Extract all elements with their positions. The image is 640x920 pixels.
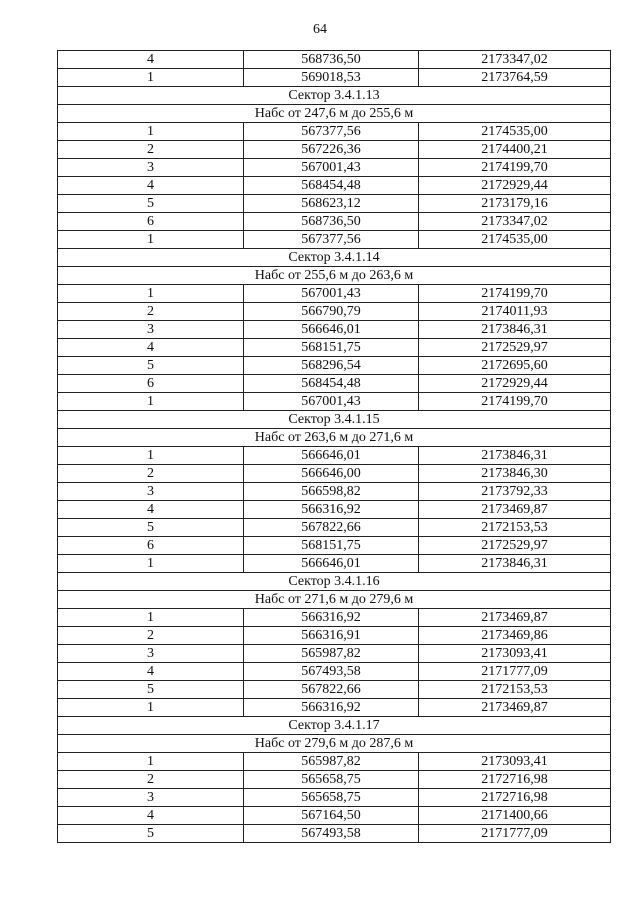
x-coordinate-cell: 566316,92 <box>244 609 419 627</box>
table-row <box>58 519 611 537</box>
x-coordinate-cell: 568454,48 <box>244 177 419 195</box>
point-number-cell: 4 <box>58 51 244 69</box>
sector-range: Набс от 263,6 м до 271,6 м <box>58 429 611 447</box>
y-coordinate-cell: 2174535,00 <box>419 123 611 141</box>
table-row <box>58 51 611 69</box>
table-row <box>58 663 611 681</box>
y-coordinate-cell: 2171777,09 <box>419 825 611 843</box>
y-coordinate-cell: 2173093,41 <box>419 645 611 663</box>
point-number-cell: 3 <box>58 159 244 177</box>
x-coordinate-cell: 567001,43 <box>244 393 419 411</box>
table-row <box>58 375 611 393</box>
x-coordinate-cell: 566316,92 <box>244 699 419 717</box>
point-number-cell: 2 <box>58 627 244 645</box>
table-row <box>58 303 611 321</box>
x-coordinate-cell: 567493,58 <box>244 825 419 843</box>
y-coordinate-cell: 2173179,16 <box>419 195 611 213</box>
sector-range-row <box>58 591 611 609</box>
x-coordinate-cell: 567164,50 <box>244 807 419 825</box>
point-number-cell: 1 <box>58 393 244 411</box>
y-coordinate-cell: 2173764,59 <box>419 69 611 87</box>
x-coordinate-cell: 566646,01 <box>244 555 419 573</box>
table-row <box>58 789 611 807</box>
table-row <box>58 213 611 231</box>
x-coordinate-cell: 567377,56 <box>244 231 419 249</box>
x-coordinate-cell: 565987,82 <box>244 645 419 663</box>
x-coordinate-cell: 565658,75 <box>244 789 419 807</box>
table-row <box>58 357 611 375</box>
point-number-cell: 5 <box>58 357 244 375</box>
x-coordinate-cell: 569018,53 <box>244 69 419 87</box>
point-number-cell: 1 <box>58 447 244 465</box>
x-coordinate-cell: 567493,58 <box>244 663 419 681</box>
table-row <box>58 699 611 717</box>
sector-range: Набс от 279,6 м до 287,6 м <box>58 735 611 753</box>
table-row <box>58 825 611 843</box>
table-row <box>58 123 611 141</box>
sector-range-row <box>58 735 611 753</box>
x-coordinate-cell: 565987,82 <box>244 753 419 771</box>
x-coordinate-cell: 567822,66 <box>244 519 419 537</box>
y-coordinate-cell: 2173846,31 <box>419 555 611 573</box>
table-row <box>58 447 611 465</box>
point-number-cell: 3 <box>58 789 244 807</box>
x-coordinate-cell: 566316,91 <box>244 627 419 645</box>
y-coordinate-cell: 2173846,30 <box>419 465 611 483</box>
x-coordinate-cell: 568151,75 <box>244 537 419 555</box>
point-number-cell: 3 <box>58 645 244 663</box>
point-number-cell: 1 <box>58 555 244 573</box>
table-row <box>58 231 611 249</box>
y-coordinate-cell: 2173469,87 <box>419 609 611 627</box>
x-coordinate-cell: 567001,43 <box>244 159 419 177</box>
table-row <box>58 321 611 339</box>
sector-title-row <box>58 411 611 429</box>
table-row <box>58 681 611 699</box>
point-number-cell: 5 <box>58 825 244 843</box>
sector-title-row <box>58 717 611 735</box>
table-row <box>58 609 611 627</box>
table-row <box>58 141 611 159</box>
table-row <box>58 753 611 771</box>
point-number-cell: 4 <box>58 177 244 195</box>
sector-title: Сектор 3.4.1.17 <box>58 717 611 735</box>
x-coordinate-cell: 568296,54 <box>244 357 419 375</box>
y-coordinate-cell: 2173846,31 <box>419 447 611 465</box>
y-coordinate-cell: 2173347,02 <box>419 213 611 231</box>
page-number: 64 <box>313 22 327 37</box>
x-coordinate-cell: 566790,79 <box>244 303 419 321</box>
table-row <box>58 339 611 357</box>
sector-title: Сектор 3.4.1.15 <box>58 411 611 429</box>
x-coordinate-cell: 568736,50 <box>244 213 419 231</box>
point-number-cell: 5 <box>58 195 244 213</box>
x-coordinate-cell: 568151,75 <box>244 339 419 357</box>
coordinates-table <box>57 50 611 843</box>
point-number-cell: 4 <box>58 339 244 357</box>
x-coordinate-cell: 566316,92 <box>244 501 419 519</box>
point-number-cell: 1 <box>58 69 244 87</box>
y-coordinate-cell: 2173093,41 <box>419 753 611 771</box>
sector-range: Набс от 255,6 м до 263,6 м <box>58 267 611 285</box>
table-row <box>58 483 611 501</box>
point-number-cell: 1 <box>58 753 244 771</box>
table-row <box>58 393 611 411</box>
point-number-cell: 6 <box>58 375 244 393</box>
table-row <box>58 627 611 645</box>
x-coordinate-cell: 566646,01 <box>244 321 419 339</box>
point-number-cell: 4 <box>58 807 244 825</box>
y-coordinate-cell: 2173846,31 <box>419 321 611 339</box>
table-row <box>58 501 611 519</box>
table-row <box>58 465 611 483</box>
table-row <box>58 285 611 303</box>
table-row <box>58 159 611 177</box>
point-number-cell: 1 <box>58 123 244 141</box>
y-coordinate-cell: 2172929,44 <box>419 375 611 393</box>
x-coordinate-cell: 567001,43 <box>244 285 419 303</box>
table-row <box>58 555 611 573</box>
x-coordinate-cell: 565658,75 <box>244 771 419 789</box>
point-number-cell: 3 <box>58 321 244 339</box>
sector-range-row <box>58 429 611 447</box>
table-row <box>58 69 611 87</box>
table-row <box>58 645 611 663</box>
point-number-cell: 2 <box>58 303 244 321</box>
y-coordinate-cell: 2173792,33 <box>419 483 611 501</box>
coordinates-table-body <box>58 51 611 843</box>
y-coordinate-cell: 2172153,53 <box>419 519 611 537</box>
x-coordinate-cell: 568623,12 <box>244 195 419 213</box>
x-coordinate-cell: 566646,00 <box>244 465 419 483</box>
y-coordinate-cell: 2171777,09 <box>419 663 611 681</box>
point-number-cell: 2 <box>58 465 244 483</box>
y-coordinate-cell: 2172529,97 <box>419 339 611 357</box>
y-coordinate-cell: 2172153,53 <box>419 681 611 699</box>
point-number-cell: 2 <box>58 141 244 159</box>
y-coordinate-cell: 2172529,97 <box>419 537 611 555</box>
sector-range-row <box>58 105 611 123</box>
sector-range: Набс от 247,6 м до 255,6 м <box>58 105 611 123</box>
point-number-cell: 6 <box>58 537 244 555</box>
point-number-cell: 5 <box>58 681 244 699</box>
point-number-cell: 1 <box>58 699 244 717</box>
point-number-cell: 6 <box>58 213 244 231</box>
y-coordinate-cell: 2173469,87 <box>419 501 611 519</box>
y-coordinate-cell: 2174199,70 <box>419 285 611 303</box>
y-coordinate-cell: 2172716,98 <box>419 771 611 789</box>
sector-title: Сектор 3.4.1.13 <box>58 87 611 105</box>
y-coordinate-cell: 2174199,70 <box>419 393 611 411</box>
x-coordinate-cell: 567377,56 <box>244 123 419 141</box>
table-row <box>58 771 611 789</box>
x-coordinate-cell: 566598,82 <box>244 483 419 501</box>
y-coordinate-cell: 2172716,98 <box>419 789 611 807</box>
point-number-cell: 2 <box>58 771 244 789</box>
point-number-cell: 4 <box>58 501 244 519</box>
y-coordinate-cell: 2174199,70 <box>419 159 611 177</box>
y-coordinate-cell: 2171400,66 <box>419 807 611 825</box>
x-coordinate-cell: 567822,66 <box>244 681 419 699</box>
y-coordinate-cell: 2173469,86 <box>419 627 611 645</box>
point-number-cell: 1 <box>58 609 244 627</box>
sector-title: Сектор 3.4.1.16 <box>58 573 611 591</box>
y-coordinate-cell: 2174400,21 <box>419 141 611 159</box>
sector-range-row <box>58 267 611 285</box>
x-coordinate-cell: 567226,36 <box>244 141 419 159</box>
y-coordinate-cell: 2174535,00 <box>419 231 611 249</box>
sector-range: Набс от 271,6 м до 279,6 м <box>58 591 611 609</box>
sector-title: Сектор 3.4.1.14 <box>58 249 611 267</box>
point-number-cell: 1 <box>58 285 244 303</box>
table-row <box>58 195 611 213</box>
y-coordinate-cell: 2172695,60 <box>419 357 611 375</box>
sector-title-row <box>58 249 611 267</box>
point-number-cell: 4 <box>58 663 244 681</box>
point-number-cell: 1 <box>58 231 244 249</box>
x-coordinate-cell: 568736,50 <box>244 51 419 69</box>
point-number-cell: 3 <box>58 483 244 501</box>
table-row <box>58 537 611 555</box>
table-row <box>58 807 611 825</box>
y-coordinate-cell: 2173347,02 <box>419 51 611 69</box>
x-coordinate-cell: 568454,48 <box>244 375 419 393</box>
y-coordinate-cell: 2174011,93 <box>419 303 611 321</box>
sector-title-row <box>58 87 611 105</box>
point-number-cell: 5 <box>58 519 244 537</box>
y-coordinate-cell: 2172929,44 <box>419 177 611 195</box>
x-coordinate-cell: 566646,01 <box>244 447 419 465</box>
table-row <box>58 177 611 195</box>
sector-title-row <box>58 573 611 591</box>
y-coordinate-cell: 2173469,87 <box>419 699 611 717</box>
